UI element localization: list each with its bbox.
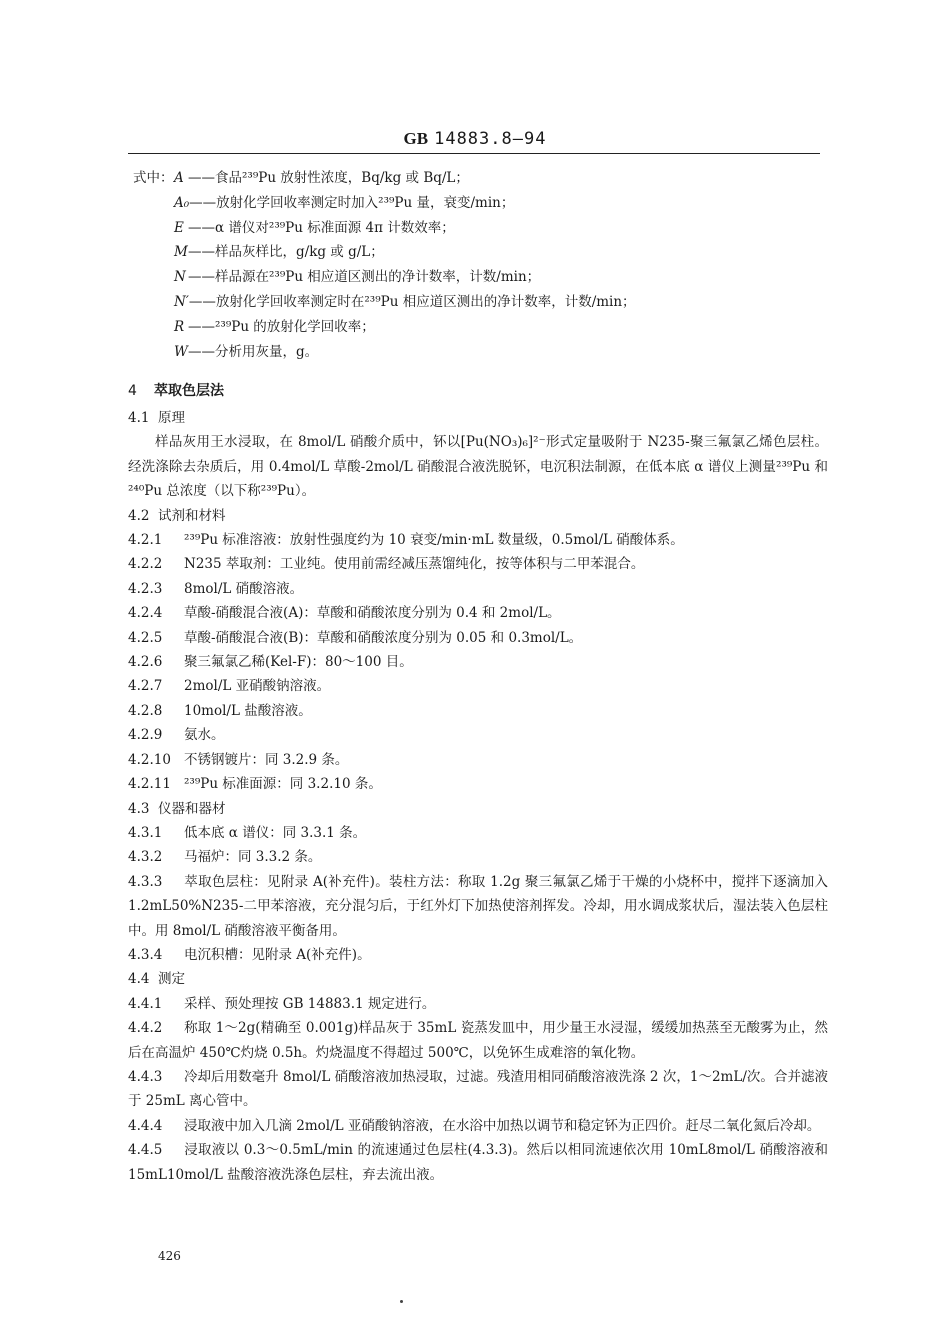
list-item: 4.2.2 N235 萃取剂：工业纯。使用前需经减压蒸馏纯化，按等体积与二甲苯混合。 (128, 556, 645, 573)
subsection-heading: 4.2 试剂和材料 (128, 507, 226, 524)
definition-row: E ——α 谱仪对²³⁹Pu 标准面源 4π 计数效率； (174, 219, 455, 236)
standard-number: 14883.8—94 (434, 129, 547, 149)
list-item: 4.2.6 聚三氟氯乙稀(Kel-F)：80～100 目。 (128, 654, 413, 671)
page-header (0, 129, 950, 149)
definition-row: R ——²³⁹Pu 的放射化学回收率； (174, 318, 375, 335)
subsection-heading: 4.3 仪器和器材 (128, 800, 226, 817)
list-item: 4.2.4 草酸-硝酸混合液(A)：草酸和硝酸浓度分别为 0.4 和 2mol/L。 (128, 605, 561, 622)
definition-row: 式中：A ——食品²³⁹Pu 放射性浓度，Bq/kg 或 Bq/L； (133, 170, 469, 186)
definition-row: W——分析用灰量，g。 (174, 343, 319, 360)
list-item: 4.2.3 8mol/L 硝酸溶液。 (128, 580, 304, 597)
subsection-heading: 4.1 原理 (128, 410, 185, 426)
definition-row: N ——样品源在²³⁹Pu 相应道区测出的净计数率，计数/min； (174, 269, 541, 286)
list-item: 4.2.1 ²³⁹Pu 标准溶液：放射性强度约为 10 衰变/min·mL 数量级，0.5mol/L 硝酸体系。 (128, 532, 684, 549)
principle-paragraph: 样品灰用王水浸取，在 8mol/L 硝酸介质中，钚以[Pu(NO₃)₆]²⁻形式定量吸附于 N235-聚三氟氯乙烯色层柱。经洗涤除去杂质后，用 0.4mol/L 草酸-2mol/L 硝酸混合液洗脱钚，电沉积法制源，在低本底 α 谱仪上测量²³⁹Pu 和²⁴⁰Pu 总浓度（以下称²³⁹Pu）。 (128, 434, 828, 500)
definition-row: M——样品灰样比，g/kg 或 g/L； (174, 244, 384, 261)
standard-prefix: GB (403, 129, 429, 148)
list-item: 4.2.8 10mol/L 盐酸溶液。 (128, 702, 312, 719)
list-item: 4.2.9 氨水。 (128, 727, 225, 744)
document-body (128, 376, 828, 1187)
list-item: 4.3.4 电沉积槽：见附录 A(补充件)。 (128, 946, 371, 963)
list-item: 4.3.2 马福炉：同 3.3.2 条。 (128, 849, 322, 866)
subsection-heading: 4.4 测定 (128, 971, 185, 988)
scan-speck (400, 1300, 403, 1303)
list-item: 4.2.7 2mol/L 亚硝酸钠溶液。 (128, 678, 331, 695)
list-item: 4.2.10 不锈钢镀片：同 3.2.9 条。 (128, 751, 349, 768)
section-heading: 4 萃取色层法 (128, 383, 224, 399)
list-item: 4.4.4 浸取液中加入几滴 2mol/L 亚硝酸钠溶液，在水浴中加热以调节和稳定钚为正四价。赶尽二氧化氮后冷却。 (128, 1117, 821, 1134)
formula-definitions (133, 166, 636, 364)
definition-row: A₀——放射化学回收率测定时加入²³⁹Pu 量，衰变/min； (174, 194, 515, 211)
list-item: 4.3.1 低本底 α 谱仪：同 3.3.1 条。 (128, 824, 367, 841)
list-item: 4.4.5 浸取液以 0.3～0.5mL/min 的流速通过色层柱(4.3.3)。然后以相同流速依次用 10mL8mol/L 硝酸溶液和 15mL10mol/L 盐酸溶液洗涤色层柱，弃去流出液。 (128, 1142, 828, 1183)
list-item: 4.2.11 ²³⁹Pu 标准面源：同 3.2.10 条。 (128, 776, 382, 793)
definition-row: N′——放射化学回收率测定时在²³⁹Pu 相应道区测出的净计数率，计数/min； (174, 293, 636, 310)
list-item: 4.3.3 萃取色层柱：见附录 A(补充件)。装柱方法：称取 1.2g 聚三氟氯乙烯于干燥的小烧杯中，搅拌下逐滴加入 1.2mL50%N235-二甲苯溶液，充分混匀后，于红外灯下加热使溶剂挥发。冷却，用水调成浆状后，湿法装入色层柱中。用 8mol/L 硝酸溶液平衡备用。 (128, 873, 828, 939)
list-item: 4.4.1 采样、预处理按 GB 14883.1 规定进行。 (128, 995, 436, 1012)
page-number: 426 (158, 1249, 181, 1263)
list-item: 4.2.5 草酸-硝酸混合液(B)：草酸和硝酸浓度分别为 0.05 和 0.3mol/L。 (128, 629, 583, 646)
list-item: 4.4.2 称取 1～2g(精确至 0.001g)样品灰于 35mL 瓷蒸发皿中，用少量王水浸湿，缓缓加热蒸至无酸雾为止，然后在高温炉 450℃灼烧 0.5h。灼烧温度不得超过 500℃，以免钚生成难溶的氧化物。 (128, 1020, 828, 1061)
list-item: 4.4.3 冷却后用数毫升 8mol/L 硝酸溶液加热浸取，过滤。残渣用相同硝酸溶液洗涤 2 次，1～2mL/次。合并滤液于 25mL 离心管中。 (128, 1068, 828, 1110)
header-rule (128, 153, 820, 154)
